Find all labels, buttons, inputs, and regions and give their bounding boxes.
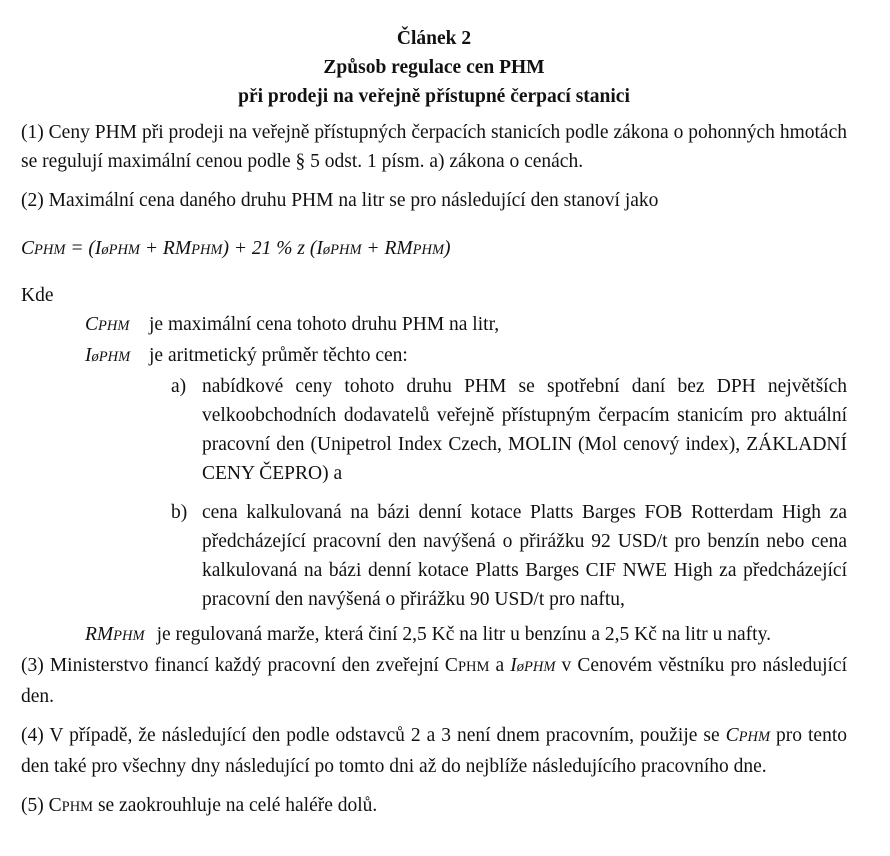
paragraph-3: (3) Ministerstvo financí každý pracovní den zveřejní CPHM a IøPHM v Cenovém věstníku pro následující den. [21, 655, 847, 707]
article-number: Článek 2 [396, 28, 472, 49]
price-components-list [171, 372, 847, 614]
definition-rm-text: je regulovaná marže, která činí 2,5 Kč na litr u benzínu a 2,5 Kč na litr u nafty. [156, 624, 771, 645]
definition-i-text: je aritmetický průměr těchto cen: [149, 345, 408, 366]
term-c-phm: CPHM [85, 314, 130, 335]
price-formula: CPHM = (IøPHM + RMPHM) + 21 % z (IøPHM + RMPHM) [21, 238, 451, 259]
term-i-phm: IøPHM [85, 345, 131, 366]
paragraph-5: (5) CPHM se zaokrouhluje na celé haléře dolů. [21, 795, 378, 816]
definition-rm-phm [21, 620, 847, 651]
paragraph-4: (4) V případě, že následující den podle odstavců 2 a 3 není dnem pracovním, použije se CPHM pro tento den také pro všechny dny následující po tomto dni až do nejblíže následujícího pracovního dne. [21, 725, 847, 777]
definition-c-phm [21, 310, 847, 341]
list-item-a: a) nabídkové ceny tohoto druhu PHM se spotřební daní bez DPH největších velkoobchodních dodavatelů veřejně přístupným čerpacím stanicím pro aktuální pracovní den (Unipetrol Index Czech, MOLIN (Mol cenový index), ZÁKLADNÍ CENY ČEPRO) a [171, 376, 847, 484]
where-label: Kde [21, 285, 54, 306]
definition-c-text: je maximální cena tohoto druhu PHM na litr, [149, 314, 500, 335]
paragraph-1: (1) Ceny PHM při prodeji na veřejně přístupných čerpacích stanicích podle zákona o pohonných hmotách se regulují maximální cenou podle § 5 odst. 1 písm. a) zákona o cenách. [21, 122, 847, 172]
paragraph-2: (2) Maximální cena daného druhu PHM na litr se pro následující den stanoví jako [21, 190, 659, 211]
document-page [21, 24, 847, 822]
article-title-line2: při prodeji na veřejně přístupné čerpací stanici [238, 86, 630, 107]
article-title-line1: Způsob regulace cen PHM [323, 57, 545, 78]
list-item-b: b) cena kalkulovaná na bázi denní kotace Platts Barges FOB Rotterdam High za předcházející pracovní den navýšená o přirážku 92 USD/t pro benzín nebo cena kalkulovaná na bázi denní kotace Platts Barges CIF NWE High za předcházející pracovní den navýšená o přirážku 90 USD/t pro naftu, [171, 502, 847, 610]
definition-i-phm [21, 341, 847, 372]
term-rm-phm: RMPHM [85, 624, 145, 645]
